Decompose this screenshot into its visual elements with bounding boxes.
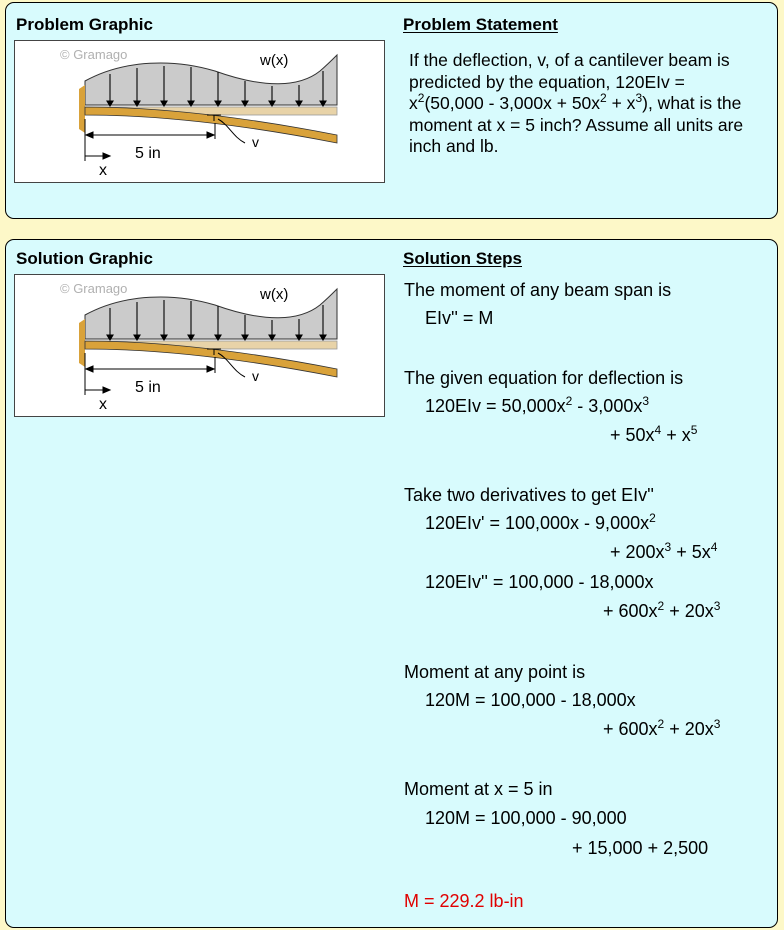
x-axis-arrow — [85, 387, 110, 393]
step2-intro: The given equation for deflection is — [404, 368, 684, 388]
copyright-text: © Gramago — [60, 281, 128, 296]
step3-first-derivative-line1: $120EIv' = 100,000x - 9,000x^2$ — [425, 511, 656, 533]
beam-diagram — [15, 41, 386, 184]
step1-equation: EIv'' = M — [425, 308, 494, 328]
solution-figure — [14, 274, 385, 417]
step5-equation-line1: 120M = 100,000 - 90,000 — [425, 808, 627, 828]
step5-equation-line2: + 15,000 + 2,500 — [572, 838, 709, 858]
copyright-text: © Gramago — [60, 47, 128, 62]
solution-graphic-title: Solution Graphic — [16, 249, 153, 268]
x-axis-arrow — [85, 153, 110, 159]
step4-intro: Moment at any point is — [404, 662, 586, 682]
problem-panel — [5, 2, 778, 219]
dimension-label: 5 in — [135, 145, 161, 162]
beam-diagram-solution — [15, 275, 386, 418]
step4-equation-line1: 120M = 100,000 - 18,000x — [425, 690, 636, 710]
step3-intro: Take two derivatives to get EIv'' — [404, 485, 654, 505]
step3-second-derivative-line1: 120EIv'' = 100,000 - 18,000x — [425, 572, 654, 592]
problem-statement: If the deflection, v, of a cantilever beam is predicted by the equation, $120EIv = x^2(50,000 - 3,000x + 50x^2 + x^3)$, what is the moment at x = 5 inch? Assume all units are inch and lb. — [409, 50, 744, 156]
step5-intro: Moment at x = 5 in — [404, 779, 553, 799]
v-label: v — [252, 368, 259, 384]
v-label: v — [252, 134, 259, 150]
x-label: x — [99, 162, 107, 179]
final-answer: M = 229.2 lb-in — [404, 891, 524, 911]
step1-intro: The moment of any beam span is — [404, 280, 672, 300]
load-label: w(x) — [260, 52, 289, 69]
load-label: w(x) — [260, 286, 289, 303]
step3-first-derivative-line2: + $200x^3 + 5x^4$ — [610, 540, 718, 562]
problem-statement-title: Problem Statement — [403, 15, 558, 34]
problem-graphic-title: Problem Graphic — [16, 15, 153, 34]
step4-equation-line2: + $600x^2 + 20x^3$ — [603, 717, 721, 739]
step2-equation-line2: + $50x^4 + x^5$ — [610, 423, 698, 445]
x-label: x — [99, 396, 107, 413]
wall-support — [79, 319, 85, 367]
solution-panel — [5, 239, 778, 928]
solution-steps-title: Solution Steps — [403, 249, 522, 268]
step3-second-derivative-line2: + $600x^2 + 20x^3$ — [603, 599, 721, 621]
step2-equation-line1: $120EIv = 50,000x^2 - 3,000x^3$ — [425, 394, 650, 416]
wall-support — [79, 85, 85, 133]
problem-figure — [14, 40, 385, 183]
dimension-label: 5 in — [135, 379, 161, 396]
